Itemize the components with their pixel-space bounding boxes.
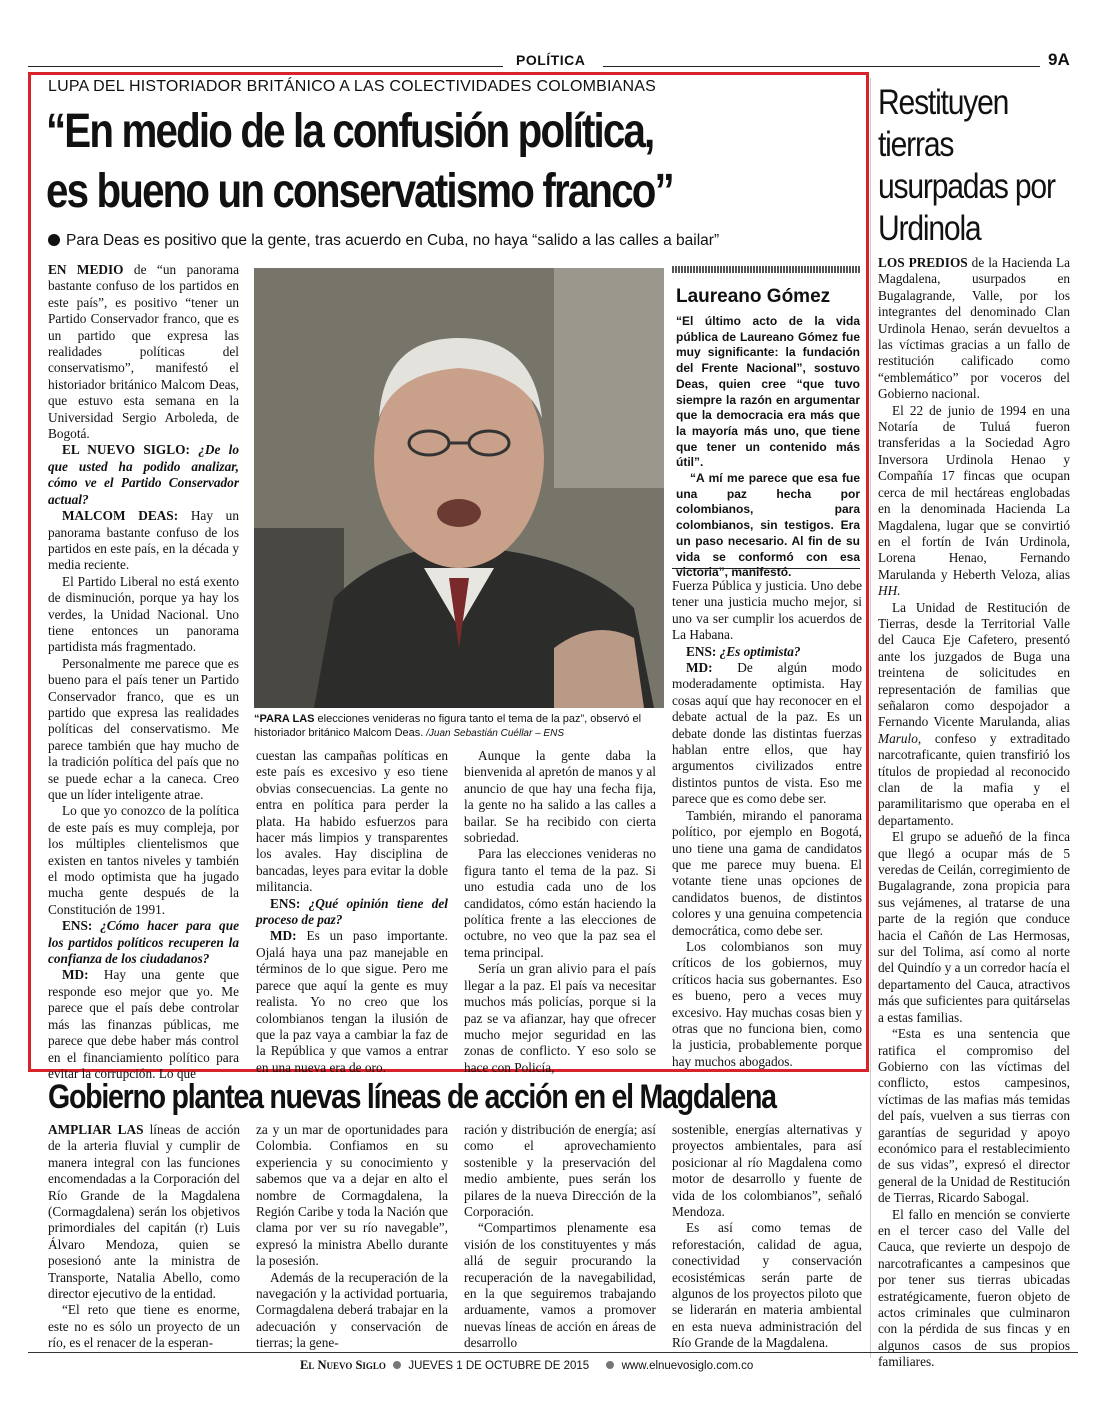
question: ENS: ¿Es optimista?: [686, 643, 801, 659]
dot-icon: [606, 1361, 614, 1369]
question-2: ENS: ¿Cómo hacer para que los partidos políticos recuperen la confianza de los ciudadanos?: [48, 918, 239, 967]
header-rule-left: [28, 66, 503, 67]
sidebar-box: [672, 266, 860, 580]
sidebar-top-rule: [672, 266, 860, 273]
portrait-illustration: [254, 268, 664, 708]
column-divider: [870, 78, 871, 1358]
bullet-icon: [48, 234, 60, 246]
issue-date: JUEVES 1 DE OCTUBRE DE 2015: [408, 1360, 590, 1372]
headline-line-1: “En medio de la confusión política,: [46, 105, 654, 158]
answer: MD: De algún modo moderadamente optimista. Hay cosas aquí que hay reconocer en el debate actual de la paz. Es un debate donde las distintas fuerzas hablan entre ellos, que hay argumentos civilizados entre distintos puntos de vista. Eso me parece que es como debe ser.: [672, 660, 862, 807]
subhead-text: Para Deas es positivo que la gente, tras acuerdo en Cuba, no haya “salido a las calles a bailar”: [66, 232, 720, 249]
paper-name: El Nuevo Siglo: [300, 1358, 386, 1372]
answer-2: MD: Hay una gente que responde eso mejor que yo. Me parece que el país debe controlar más las finanzas públicas, me parece que debe haber más control en el financiamiento político para evitar la corrupción. Lo que: [48, 967, 239, 1081]
lead-paragraph: EN MEDIO de “un panorama bastante confuso de los partidos en este país”, es positivo “tener un Partido Conservador franco, que es un partido que expresa las realidades políticas del conservatismo”, manifestó el historiador británico Malcom Deas, que estuvo esta semana en la Universidad Sergio Arboleda, de Bogotá.: [48, 262, 239, 442]
section-label: POLÍTICA: [516, 52, 586, 68]
answer-1: MALCOM DEAS: Hay un panorama bastante confuso de los partidos en este país, en la década y media reciente.: [48, 508, 239, 573]
bottom-headline: Gobierno plantea nuevas líneas de acción en el Magdalena: [48, 1078, 776, 1116]
headline-line-2: es bueno un conservatismo franco”: [46, 165, 673, 218]
paragraph: El Partido Liberal no está exento de disminución, porque ya hay los verdes, la Unidad Nacional. Uno tiene entonces un panorama partidista más fragmentado.: [48, 573, 239, 655]
portrait-photo: [254, 268, 664, 708]
main-col-4: Fuerza Pública y justicia. Uno debe tener una justicia mucho mejor, si uno va ser cumplir los acuerdos de La Habana. ENS: ¿Es optimista? MD: De algún modo moderadamente optimista. Hay cosas aquí que hay reconocer en el debate actual de la paz. Es un debate donde las distintas fuerzas hablan entre ellos, que hay argumentos civilizados entre distintos puntos de vista. Eso me parece que es como debe ser. También, mirando el panorama político, por ejemplo en Bogotá, uno tiene una gama de candidatos que me parece muy buena. El votante tiene unas opciones de candidatos buenos, de distintos colores y una genuina competencia democrática, como debe ser. Los colombianos son muy críticos de los gobiernos, muy críticos hacia sus gobernantes. Eso es bueno, pero a veces muy excesivo. Hay muchas cosas bien y otras que no funciona bien, como la justicia, probablemente porque hay muchos abogados.: [672, 578, 862, 1069]
subhead: [48, 232, 719, 250]
sidebar-body: “El último acto de la vida pública de Laureano Gómez fue muy significante: la fundación del Frente Nacional”, sostuvo Deas, quien cree “que tuvo siempre la razón en argumentar que la democracia era más que la mayoría más uno, que tiene que tener un contenido más útil”. “A mí me parece que esa fue una paz hecha por colombianos, para colombianos, sin testigos. Era un paso necesario. Al fin de su vida se conformó con esa victoria”, manifestó.: [676, 314, 860, 580]
sidebar-bottom-rule: [672, 568, 860, 569]
website-link[interactable]: www.elnuevosiglo.com.co: [621, 1360, 754, 1372]
footer: [300, 1358, 753, 1373]
question: ENS: ¿Qué opinión tiene del proceso de paz?: [256, 895, 448, 928]
right-article-body: LOS PREDIOS de la Hacienda La Magdalena, usurpados en Bugalagrande, Valle, por los integrantes del denominado Clan Urdinola Henao, serán devueltos a las víctimas gracias a un fallo de restitución calificado como “emblemático” por voceros del Gobierno nacional. El 22 de junio de 1994 en una Notaría de Tuluá fueron transferidas a la Sociedad Agro Inversora Urdinola Henao y Compañía 17 fincas que ocupan cerca de mil hectáreas englobadas en la denominada Hacienda La Magdalena, lugar que se convirtió en el fortín de Iván Urdinola, Lorena Henao, Fernando Marulanda y Heberth Veloza, alias HH. La Unidad de Restitución de Tierras, desde la Territorial Valle del Cauca Eje Cafetero, presentó ante los juzgados de Buga una treintena de solicitudes en representación de familias que señalaron como despojador a Fernando Vicente Marulanda, alias Marulo, confeso y extraditado narcotraficante, quien transfirió los títulos de propiedad al reconocido clan de la mafia y el paramilitarismo que operaba en el departamento. El grupo se adueñó de la finca que llegó a ocupar más de 5 veredas de Ceilán, corregimiento de Bugalagrande, zona propicia para sus vejámenes, al tratarse de una parte de la región que conduce hacia el Cañón de Las Hermosas, sur del Tolima, así como al norte del Quindío y a un corredor hacía el departamento del Cauca, atractivos más que suficientes para quitárselas a estas familias. “Esta es una sentencia que ratifica el compromiso del Gobierno con las víctimas del conflicto, estos campesinos, víctimas de las mafias más temidas del país, vuelven a sus tierras con garantías de seguridad y apoyo económico para el restablecimiento de sus vidas”, expresó el director general de la Unidad de Restitución de Tierras, Ricardo Sabogal. El fallo en mención se convierte en el tercer caso del Valle del Cauca, que revierte un despojo de narcotraficantes a campesinos que por tener sus tierras ubicadas estratégicamente, fueron objeto de actos criminales que culminaron con la pérdida de sus fincas y en algunos casos de sus propios familiares.: [878, 255, 1070, 1370]
right-headline: Restituyen tierras usurpadas por Urdinola: [878, 83, 1055, 248]
bottom-col-3: ración y distribución de energía; así como el aprovechamiento sostenible y la preservación del medio ambiente, pues serán los pilares de la nueva Dirección de la Corporación. “Compartimos plenamente esa visión de los constituyentes y más allá de seguir procurando la recuperación de la navegabilidad, en la que seguiremos trabajando arduamente, vamos a promover nuevas líneas de acción en áreas de desarrollo: [464, 1122, 656, 1351]
photo-caption: “PARA LAS elecciones venideras no figura tanto el tema de la paz”, observó el historiador británico Malcom Deas. /Juan Sebastián Cuéllar – ENS: [254, 713, 642, 739]
page-header: [28, 52, 1078, 70]
header-rule-right: [603, 66, 1040, 67]
main-col-2: cuestan las campañas políticas en este país es excesivo y eso tiene obvias consecuencias. La gente no entra en política para perder la plata. Ha habido esfuerzos para hacer más limpios y transparentes los avales. Hay disciplina de bancadas, leyes para evitar la doble militancia. ENS: ¿Qué opinión tiene del proceso de paz? MD: Es un paso importante. Ojalá haya una paz manejable en términos de lo que sigue. Pero me parece que aquí la gente es muy realista. Yo no creo que los colombianos tengan la ilusión de que la paz vaya a cambiar la faz de la República y que vamos a entrar en una nueva era de oro.: [256, 748, 448, 1075]
main-col-3: Aunque la gente daba la bienvenida al apretón de manos y al anuncio de que hay una fecha fija, la gente no ha salido a las calles a bailar. Se ha recibido con cierta sobriedad. Para las elecciones venideras no figura tanto el tema de la paz. Si uno estudia cada uno de los candidatos, cómo están haciendo la política frente a las elecciones de octubre, no veo que la paz sea el tema principal. Sería un gran alivio para el país llegar a la paz. El país va necesitar muchos más policías, porque si la paz se va afianzar, hay que ofrecer mucho mejor seguridad en las zonas de conflicto. Y eso solo se hace con Policía,: [464, 748, 656, 1075]
bottom-col-1: AMPLIAR LAS líneas de acción de la arteria fluvial y cumplir de manera integral con las funciones encomendadas a la Corporación del Río Grande de la Magdalena (Cormagdalena) serán los objetivos primordiales del capitán (r) Luis Álvaro Mendoza, quien se posesionó ante la ministra de Transporte, Natalia Abello, como director ejecutivo de la entidad. “El reto que tiene es enorme, este no es sólo un proyecto de un río, es el renacer de la esperan-: [48, 1122, 240, 1351]
paragraph: Lo que yo conozco de la política de este país es muy compleja, por los múltiples clientelismos que existen en tantos niveles y también el modo optimista que ha jugado mucha gente después de la Constitución de 1991.: [48, 803, 239, 917]
paragraph: Personalmente me parece que es bueno para el país tener un Partido Conservador franco, que es un partido que expresa las realidades políticas del conservatismo. Me parece también que hay mucho de la tradición política del país que no se puede echar a la caneca. Creo que un líder inteligente atrae.: [48, 655, 239, 802]
sidebar-title: Laureano Gómez: [676, 286, 831, 307]
page-number: 9A: [1048, 50, 1070, 69]
bottom-col-4: sostenible, energías alternativas y proyectos ambientales, para así posicionar al río Magdalena como motor de desarrollo y fuente de vida de los colombianos”, señaló Mendoza. Es así como temas de reforestación, calidad de agua, conectividad y conservación ecosistémicas serán parte de algunos de los proyectos piloto que se liderarán en materia ambiental en esta nueva administración del Río Grande de la Magdalena.: [672, 1122, 862, 1351]
question-1: EL NUEVO SIGLO: ¿De lo que usted ha podido analizar, cómo ve el Partido Conservador actual?: [48, 442, 239, 507]
footer-rule: [28, 1352, 1078, 1353]
dot-icon: [393, 1361, 401, 1369]
main-col-1: [48, 262, 239, 1082]
bottom-col-2: za y un mar de oportunidades para Colombia. Confiamos en su experiencia y su conocimiento y sabemos que va a dejar en alto el nombre de Cormagdalena, la Región Caribe y toda la Nación que clama por ver su río navegable”, expresó la ministra Abello durante la posesión. Además de la recuperación de la navegación y la actividad portuaria, Cormagdalena deberá trabajar en la adecuación y conservación de tierras; la gene-: [256, 1122, 448, 1351]
answer: MD: Es un paso importante. Ojalá haya una paz manejable en términos de lo que sigue. Pero me parece que aquí la gente es muy realista. Yo no creo que los colombianos tengan la ilusión de que la paz vaya a cambiar la faz de la República y que vamos a entrar en una nueva era de oro.: [256, 928, 448, 1075]
article-kicker: LUPA DEL HISTORIADOR BRITÁNICO A LAS COLECTIVIDADES COLOMBIANAS: [48, 78, 657, 95]
